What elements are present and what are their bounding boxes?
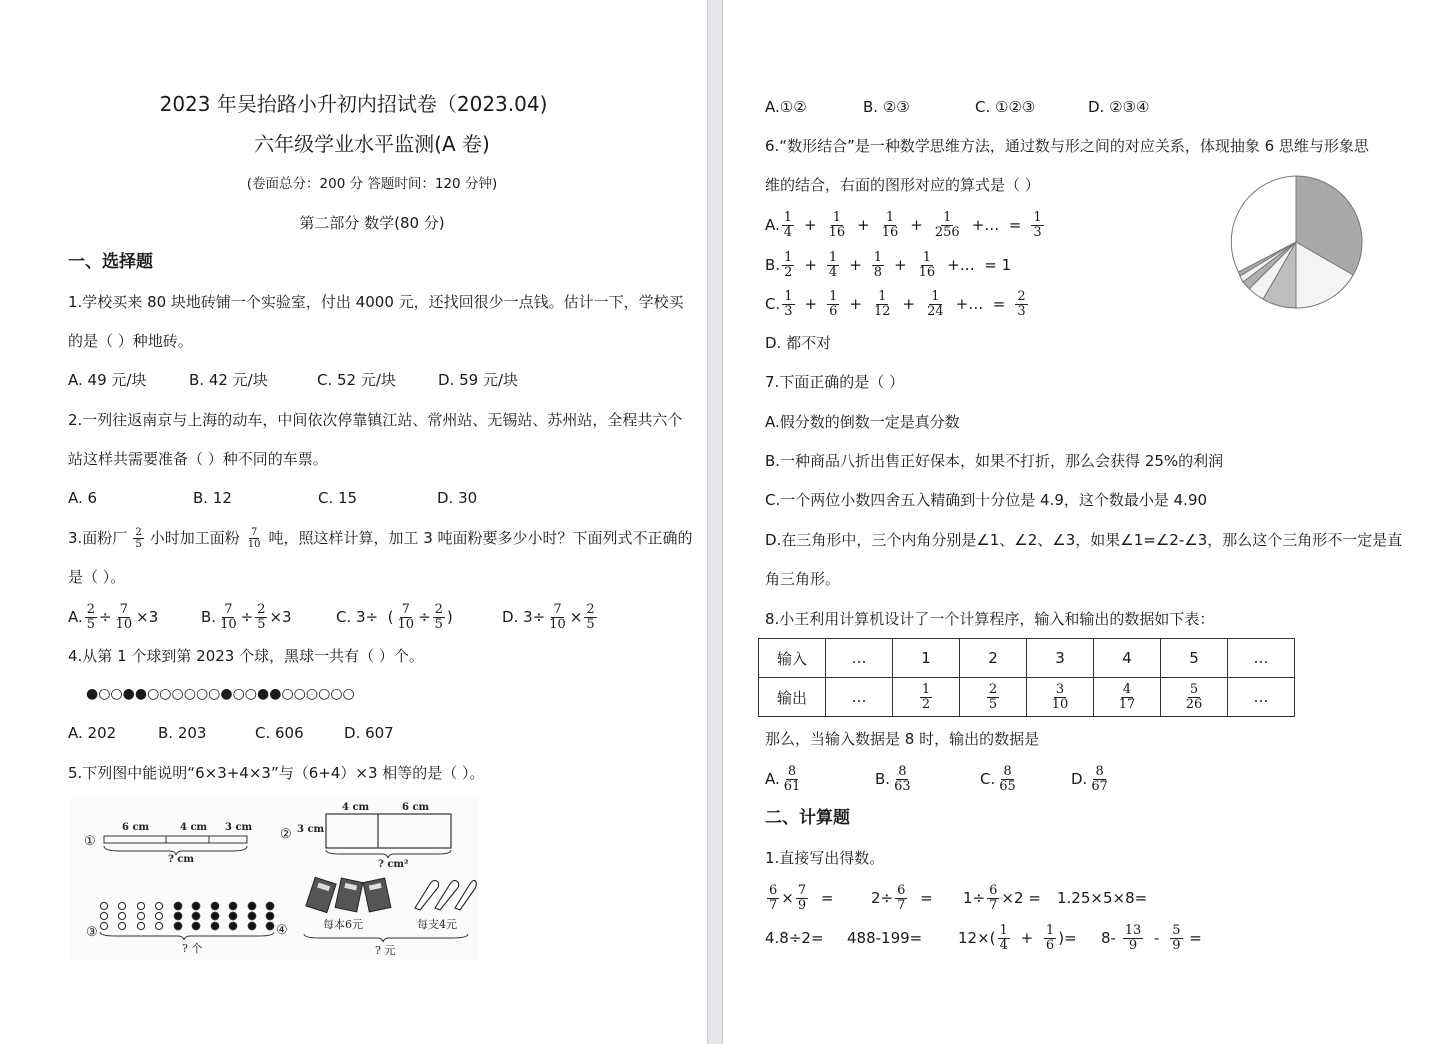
denominator: 17 — [1118, 696, 1136, 712]
denominator: 10 — [115, 616, 133, 632]
denominator: 256 — [934, 224, 960, 240]
table-header-input: 输入 — [759, 639, 826, 678]
q1-option-c: C. 52 元/块 — [317, 371, 396, 389]
fraction — [255, 603, 267, 632]
numerator: 6 — [989, 882, 998, 898]
fraction — [892, 765, 913, 794]
fraction — [1123, 924, 1144, 953]
fraction — [1031, 211, 1043, 240]
plus: + — [902, 295, 916, 313]
q3-suffix: 吨，照这样计算，加工 3 吨面粉要多少小时？下面列式不正确的 — [268, 529, 693, 547]
q8-option-b — [875, 759, 915, 799]
svg-text:④: ④ — [276, 923, 288, 938]
operator: - — [1149, 929, 1165, 947]
fraction — [1117, 683, 1138, 712]
denominator: 10 — [247, 538, 261, 550]
table-cell: … — [826, 639, 893, 678]
fraction — [1184, 683, 1205, 712]
numerator: 2 — [586, 601, 595, 617]
q3-text-line2: 是（ ）。 — [68, 568, 126, 586]
numerator: 8 — [1003, 763, 1012, 779]
option-label: B. — [765, 256, 781, 274]
fraction — [782, 290, 794, 319]
fraction — [782, 211, 794, 240]
q6-option-a — [765, 205, 1046, 245]
numerator: 1 — [784, 249, 793, 265]
calc-expr: 4.8÷2= — [765, 929, 824, 947]
denominator: 26 — [1185, 696, 1203, 712]
fraction — [114, 603, 135, 632]
q8-option-d — [1071, 759, 1112, 799]
q2-option-c: C. 15 — [318, 489, 358, 507]
denominator: 3 — [784, 303, 793, 319]
option-label: B. — [875, 770, 891, 788]
fraction — [827, 290, 839, 319]
calc-expr: 488-199= — [847, 929, 923, 947]
numerator: 1 — [784, 288, 793, 304]
q5-option-b: B. ②③ — [863, 98, 910, 116]
denominator: 3 — [1033, 224, 1042, 240]
svg-text:③: ③ — [86, 925, 98, 940]
q5-option-a: A.①② — [765, 98, 807, 116]
q6-option-d: D. 都不对 — [765, 334, 832, 352]
table-row-output — [759, 678, 1295, 717]
numerator: 8 — [1095, 763, 1104, 779]
denominator: 5 — [434, 616, 443, 632]
q5-figure — [70, 798, 478, 960]
denominator: 9 — [1128, 937, 1138, 953]
table-cell: 5 — [1161, 639, 1228, 678]
calc-expr — [963, 878, 1041, 918]
q3-mid: 小时加工面粉 — [149, 529, 240, 547]
denominator: 67 — [1091, 778, 1108, 794]
exam-title: 2023 年吴抬路小升初内招试卷（2023.04) — [159, 92, 548, 116]
q7-option-d-line1: D.在三角形中，三个内角分别是∠1、∠2、∠3，如果∠1=∠2-∠3，那么这个三角形不一定是直 — [765, 531, 1403, 549]
denominator: 5 — [135, 538, 142, 550]
fig1-number: ① — [84, 834, 96, 849]
tail: +… = 1 — [947, 256, 1012, 274]
option-label: A. — [765, 770, 780, 788]
q4-option-d: D. 607 — [344, 724, 394, 742]
denominator: 10 — [220, 616, 237, 632]
svg-text:? 元: ? 元 — [375, 944, 396, 957]
q3-options — [68, 597, 688, 637]
svg-text:6 cm: 6 cm — [122, 822, 150, 833]
table-cell: … — [826, 678, 893, 717]
fraction — [218, 603, 239, 632]
calc-q1-instruction: 1.直接写出得数。 — [765, 849, 885, 867]
numerator: 1 — [999, 922, 1008, 938]
svg-text:? cm: ? cm — [168, 854, 195, 865]
q2-option-a: A. 6 — [68, 489, 98, 507]
numerator: 1 — [832, 209, 842, 225]
numerator: 1 — [873, 249, 883, 265]
tail: ×3 — [269, 608, 292, 626]
denominator: 3 — [1017, 303, 1026, 319]
option-label: D. 3÷ — [502, 608, 546, 626]
q4-option-a: A. 202 — [68, 724, 117, 742]
denominator: 4 — [783, 224, 793, 240]
denominator: 2 — [784, 264, 793, 280]
exam-meta: (卷面总分：200 分 答题时间：120 分钟) — [246, 176, 498, 192]
option-label: B. — [201, 608, 217, 626]
table-cell: 3 — [1027, 639, 1094, 678]
q4-options — [68, 723, 688, 743]
option-label: C. — [765, 295, 781, 313]
numerator: 2 — [988, 681, 998, 697]
tail: )= — [1058, 929, 1077, 947]
section-heading-choice: 一、选择题 — [68, 252, 153, 272]
calc-row-2 — [765, 918, 1385, 958]
page-gutter — [707, 0, 723, 1044]
operator: × — [781, 889, 794, 907]
numerator: 6 — [897, 882, 906, 898]
tail: ×3 — [136, 608, 159, 626]
calc-expr — [958, 918, 1077, 958]
q6-option-b — [765, 245, 1019, 285]
q5-text-line1: 5.下列图中能说明“6×3+4×3”与（6+4）×3 相等的是（ ）。 — [68, 764, 485, 782]
option-label: A. — [765, 216, 780, 234]
denominator: 6 — [829, 303, 838, 319]
denominator: 7 — [769, 897, 778, 913]
fraction — [933, 211, 962, 240]
denominator: 63 — [894, 778, 911, 794]
svg-text:②: ② — [280, 827, 292, 842]
fraction — [987, 683, 999, 712]
numerator: 7 — [553, 601, 562, 617]
numerator: 1 — [828, 249, 838, 265]
plus: + — [857, 216, 870, 234]
numerator: 1 — [931, 288, 940, 304]
q4-ball-sequence: ●○○●●○○○○○○●○○●●○○○○○○ — [86, 686, 355, 702]
calc-expr — [1101, 918, 1202, 958]
q2-option-d: D. 30 — [437, 489, 478, 507]
fraction — [917, 251, 938, 280]
numerator: 1 — [829, 288, 838, 304]
numerator: 8 — [898, 763, 907, 779]
numerator: 4 — [1122, 681, 1132, 697]
denominator: 16 — [828, 224, 846, 240]
plus: + — [894, 256, 907, 274]
head: 12×( — [958, 929, 996, 947]
tail: = — [816, 889, 834, 907]
numerator: 7 — [224, 601, 233, 617]
q6-pie-figure — [1228, 172, 1366, 310]
denominator: 2 — [921, 696, 931, 712]
numerator: 2 — [1017, 288, 1026, 304]
q7-option-d-line2: 角三角形。 — [765, 570, 841, 588]
q2-text-line2: 站这样共需要准备（ ）种不同的车票。 — [68, 450, 328, 468]
table-row-input — [759, 639, 1295, 678]
tail: +… = — [971, 216, 1022, 234]
numerator: 8 — [787, 763, 797, 779]
fraction — [920, 683, 932, 712]
denominator: 8 — [873, 264, 883, 280]
q5-option-d: D. ②③④ — [1088, 98, 1150, 116]
denominator: 7 — [897, 897, 906, 913]
denominator: 5 — [86, 616, 96, 632]
plus: + — [804, 216, 817, 234]
fraction — [998, 924, 1010, 953]
numerator: 1 — [878, 288, 887, 304]
section-heading-calculation: 二、计算题 — [765, 808, 850, 828]
q1-option-b: B. 42 元/块 — [189, 371, 268, 389]
q3-option-d — [502, 597, 599, 637]
fraction — [433, 603, 445, 632]
plus: + — [804, 295, 818, 313]
denominator: 24 — [927, 303, 944, 319]
table-cell: 4 — [1094, 639, 1161, 678]
calc-expr: 1.25×5×8= — [1057, 889, 1148, 907]
q3-option-c — [336, 597, 453, 637]
numerator: 5 — [1189, 681, 1199, 697]
q8-io-table — [758, 638, 1295, 717]
tail: ×2 = — [1001, 889, 1041, 907]
plus: + — [849, 295, 862, 313]
fraction — [1050, 683, 1071, 712]
q4-option-c: C. 606 — [255, 724, 304, 742]
numerator: 7 — [797, 882, 807, 898]
numerator: 2 — [86, 601, 96, 617]
fraction — [987, 884, 999, 913]
denominator: 10 — [549, 616, 566, 632]
q3-prefix: 3.面粉厂 — [68, 529, 128, 547]
table-cell: … — [1228, 678, 1295, 717]
fraction — [782, 251, 794, 280]
q1-text-line2: 的是（ ）种地砖。 — [68, 332, 193, 350]
svg-text:4 cm: 4 cm — [180, 822, 208, 833]
plus: + — [910, 216, 923, 234]
calc-expr — [871, 878, 933, 918]
svg-text:4 cm: 4 cm — [342, 802, 370, 813]
fraction — [1170, 924, 1182, 953]
calc-row-1 — [765, 878, 1385, 918]
numerator: 1 — [921, 681, 931, 697]
document-page-left — [0, 0, 707, 1044]
numerator: 1 — [943, 209, 952, 225]
q7-option-b: B.一种商品八折出售正好保本，如果不打折，那么会获得 25%的利润 — [765, 452, 1224, 470]
q7-option-a: A.假分数的倒数一定是真分数 — [765, 413, 960, 431]
q6-text-line2: 维的结合，右面的图形对应的算式是（ ） — [765, 176, 1040, 194]
head: 2÷ — [871, 889, 894, 907]
operator: ÷ — [240, 608, 254, 626]
q3-text-line1 — [68, 522, 693, 554]
q8-options — [765, 759, 1185, 799]
numerator: 2 — [434, 601, 443, 617]
denominator: 10 — [397, 616, 415, 632]
fraction — [872, 290, 893, 319]
numerator: 1 — [885, 209, 895, 225]
operator: ÷ — [418, 608, 431, 626]
denominator: 4 — [828, 264, 838, 280]
exam-subtitle: 六年级学业水平监测(A 卷) — [254, 132, 490, 156]
denominator: 12 — [873, 303, 891, 319]
svg-text:3 cm: 3 cm — [225, 822, 253, 833]
denominator: 16 — [881, 224, 899, 240]
fraction — [827, 211, 848, 240]
denominator: 5 — [988, 696, 998, 712]
pie-chart-svg — [1228, 172, 1366, 310]
q1-text-line1: 1.学校买来 80 块地砖铺一个实验室，付出 4000 元，还找回很少一点钱。估计一下，学校买 — [68, 293, 684, 311]
table-cell: 1 — [893, 639, 960, 678]
table-cell: 2 — [960, 639, 1027, 678]
q3-option-b — [201, 597, 292, 637]
tail: = — [915, 889, 933, 907]
fraction — [925, 290, 946, 319]
fraction — [997, 765, 1018, 794]
fraction — [1015, 290, 1027, 319]
numerator: 1 — [783, 209, 793, 225]
q2-options — [68, 488, 688, 508]
option-label: C. — [980, 770, 996, 788]
numerator: 1 — [1033, 209, 1042, 225]
denominator: 9 — [1172, 937, 1181, 953]
svg-text:3 cm: 3 cm — [297, 824, 325, 835]
q3-option-a — [68, 597, 158, 637]
option-label: C. 3÷ ( — [336, 608, 394, 626]
tail: +… = — [955, 295, 1006, 313]
operator: × — [569, 608, 583, 626]
option-label: A. — [68, 608, 83, 626]
q5-options — [765, 97, 1385, 117]
exam-part: 第二部分 数学(80 分) — [299, 214, 445, 232]
operator: ÷ — [99, 608, 112, 626]
svg-text:6 cm: 6 cm — [402, 802, 430, 813]
denominator: 5 — [586, 616, 595, 632]
numerator: 1 — [922, 249, 932, 265]
numerator: 2 — [135, 526, 142, 538]
q4-text-line1: 4.从第 1 个球到第 2023 个球，黑球一共有（ ）个。 — [68, 647, 424, 665]
numerator: 7 — [119, 601, 129, 617]
fraction — [1044, 924, 1056, 953]
denominator: 65 — [999, 778, 1016, 794]
fraction — [1089, 765, 1110, 794]
denominator: 9 — [797, 897, 807, 913]
fraction — [796, 884, 808, 913]
calc-expr — [765, 878, 833, 918]
fraction — [895, 884, 907, 913]
table-cell — [960, 678, 1027, 717]
tail: = — [1184, 929, 1202, 947]
q3-fraction-time — [133, 527, 143, 550]
fraction — [396, 603, 417, 632]
option-label: D. — [1071, 770, 1088, 788]
q8-text-line2: 那么，当输入数据是 8 时，输出的数据是 — [765, 730, 1040, 748]
numerator: 7 — [250, 526, 258, 538]
svg-text:每本6元: 每本6元 — [323, 918, 363, 931]
q4-option-b: B. 203 — [158, 724, 207, 742]
q7-option-c: C.一个两位小数四舍五入精确到十分位是 4.9，这个数最小是 4.90 — [765, 491, 1208, 509]
fraction — [880, 211, 901, 240]
plus: + — [849, 256, 862, 274]
table-cell — [1161, 678, 1228, 717]
numerator: 1 — [1045, 922, 1055, 938]
numerator: 2 — [257, 601, 266, 617]
denominator: 61 — [783, 778, 801, 794]
table-cell — [893, 678, 960, 717]
table-cell — [1094, 678, 1161, 717]
q5-diagrams-svg — [70, 798, 478, 960]
document-page-right — [723, 0, 1431, 1044]
denominator: 5 — [257, 616, 266, 632]
q6-text-line1: 6.“数形结合”是一种数学思维方法，通过数与形之间的对应关系，体现抽象 6 思维与形象思 — [765, 137, 1369, 155]
q8-option-c — [980, 759, 1020, 799]
fraction — [85, 603, 97, 632]
denominator: 7 — [989, 897, 998, 913]
table-cell: … — [1228, 639, 1295, 678]
q5-option-c: C. ①②③ — [975, 98, 1036, 116]
q7-text-line1: 7.下面正确的是（ ） — [765, 373, 905, 391]
denominator: 10 — [1051, 696, 1069, 712]
plus: + — [804, 256, 817, 274]
q8-option-a — [765, 759, 804, 799]
q1-options — [68, 370, 688, 390]
svg-text:? cm²: ? cm² — [378, 859, 409, 870]
q6-option-c — [765, 284, 1030, 324]
numerator: 7 — [401, 601, 410, 617]
fraction — [584, 603, 596, 632]
table-cell — [1027, 678, 1094, 717]
numerator: 6 — [769, 882, 778, 898]
q1-option-a: A. 49 元/块 — [68, 371, 147, 389]
svg-text:? 个: ? 个 — [182, 942, 203, 955]
head: 8- — [1101, 929, 1121, 947]
q3-fraction-weight — [246, 527, 263, 550]
q8-text-line1: 8.小王利用计算机设计了一个计算程序，输入和输出的数据如下表： — [765, 610, 1215, 628]
q2-text-line1: 2.一列往返南京与上海的动车，中间依次停靠镇江站、常州站、无锡站、苏州站，全程共六个 — [68, 411, 683, 429]
denominator: 6 — [1045, 937, 1055, 953]
fraction — [547, 603, 568, 632]
fraction — [782, 765, 803, 794]
numerator: 3 — [1055, 681, 1065, 697]
denominator: 4 — [999, 937, 1008, 953]
head: 1÷ — [963, 889, 986, 907]
fraction — [872, 251, 884, 280]
fraction — [767, 884, 779, 913]
q1-option-d: D. 59 元/块 — [438, 371, 518, 389]
numerator: 13 — [1124, 922, 1142, 938]
svg-text:每支4元: 每支4元 — [417, 918, 457, 931]
fraction — [827, 251, 839, 280]
table-header-output: 输出 — [759, 678, 826, 717]
q2-option-b: B. 12 — [193, 489, 232, 507]
numerator: 5 — [1172, 922, 1181, 938]
denominator: 16 — [918, 264, 936, 280]
operator: + — [1015, 929, 1038, 947]
tail: ) — [446, 608, 453, 626]
